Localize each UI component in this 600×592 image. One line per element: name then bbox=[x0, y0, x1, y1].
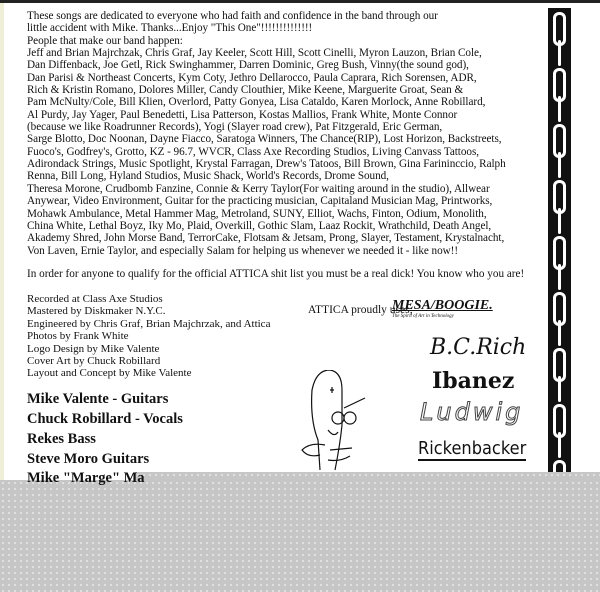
credit-line: Engineered by Chris Graf, Brian Majchrzak, and Attica bbox=[27, 317, 271, 330]
text-line: Rich & Kristin Romano, Dolores Miller, Candy Clouthier, Mike Keene, Marguerite Groat, Sean & bbox=[27, 84, 464, 97]
text-line: Fuoco's, Godfrey's, Grotto, KZ - 96.7, WVCR, Class Axe Recording Studios, Living Canvass Tattoos, bbox=[27, 145, 479, 158]
member-line: Mike Valente - Guitars bbox=[27, 391, 169, 407]
credit-line: Logo Design by Mike Valente bbox=[27, 342, 160, 355]
blank-region bbox=[135, 472, 600, 480]
dedication-text bbox=[27, 10, 542, 257]
production-credits bbox=[27, 293, 270, 380]
chain-link bbox=[558, 152, 561, 178]
bc-rich-logo: B.C.Rich bbox=[430, 335, 527, 360]
text-line: These songs are dedicated to everyone who had faith and confidence in the band through our bbox=[27, 10, 438, 22]
chain-link bbox=[558, 320, 561, 346]
text-line: People that make our band happen: bbox=[27, 34, 183, 47]
chain-link bbox=[558, 40, 561, 66]
mesa-boogie-text: MESA/BOOGIE. bbox=[392, 298, 493, 313]
text-line: Dan Diffenback, Joe Getl, Rick Swinghammer, Darren Dominic, Greg Bush, Vinny(the sound god), bbox=[27, 59, 469, 72]
credit-line: Photos by Frank White bbox=[27, 330, 129, 343]
mesa-boogie-logo bbox=[392, 298, 493, 319]
uses-label: ATTICA proudly uses; bbox=[308, 304, 413, 316]
text-line: Jeff and Brian Majrchzak, Chris Graf, Jay Keeler, Scott Hill, Scott Cinelli, Myron Lauzon, Brian Cole, bbox=[27, 47, 482, 60]
chain-link bbox=[558, 376, 561, 402]
member-line-cut: Mike "Marge" Ma bbox=[27, 470, 145, 486]
chain-link bbox=[558, 96, 561, 122]
mesa-boogie-tagline: The Spirit of Art in Technology bbox=[392, 314, 454, 319]
credit-line: Recorded at Class Axe Studios bbox=[27, 293, 163, 305]
credit-line: Layout and Concept by Mike Valente bbox=[27, 367, 192, 380]
text-line: China White, Lethal Boyz, Iky Mo, Plaid, Overkill, Gothic Slam, Laaz Rockit, Wrathchild, Death Angel, bbox=[27, 219, 492, 232]
member-line: Chuck Robillard - Vocals bbox=[27, 411, 183, 427]
text-line: Pam McNulty/Cole, Bill Klien, Overlord, Patty Gonyea, Lisa Cataldo, Karen Morlock, Anne Robillard, bbox=[27, 96, 486, 109]
credit-line: Mastered by Diskmaker N.Y.C. bbox=[27, 305, 166, 318]
text-line: Al Purdy, Jay Yager, Paul Benedetti, Lisa Patterson, Kostas Mallios, Frank White, Monte Connor bbox=[27, 108, 458, 121]
text-line: Anywear, Video Environment, Guitar for the practicing musician, Capitaland Musician Mag, Printworks, bbox=[27, 195, 493, 208]
text-line: Dan Parisi & Northeast Concerts, Kym Coty, Jethro Dellarocco, Paula Caprara, Rich Sorensen, ADR, bbox=[27, 71, 477, 84]
band-members bbox=[27, 389, 183, 469]
text-line: little accident with Mike. Thanks...Enjoy "This One"!!!!!!!!!!!!!! bbox=[27, 22, 313, 35]
blank-region bbox=[0, 480, 600, 592]
member-line: Rekes Bass bbox=[27, 431, 96, 447]
rickenbacker-logo: Rickenbacker bbox=[418, 438, 527, 459]
chain-link bbox=[558, 432, 561, 458]
chain-border bbox=[548, 8, 571, 480]
text-line: Adirondack Strings, Music Spotlight, Krystal Farragan, Drew's Tatoos, Bill Brown, Gina Farininccio, Ralph bbox=[27, 158, 506, 171]
text-line: Theresa Morone, Crudbomb Fanzine, Connie & Kerry Taylor(For waiting around in the studio), Allwear bbox=[27, 182, 490, 195]
text-line: Mohawk Ambulance, Metal Hammer Mag, Metroland, SUNY, Elliot, Wachs, Finton, Odium, Monolith, bbox=[27, 207, 487, 220]
text-line: Akademy Shred, John Morse Band, TerrorCake, Flotsam & Jetsam, Prong, Slayer, Testament, Krystalnacht, bbox=[27, 232, 505, 245]
page-top-border bbox=[0, 0, 600, 3]
credit-line: Cover Art by Chuck Robillard bbox=[27, 355, 161, 368]
member-line: Steve Moro Guitars bbox=[27, 451, 150, 467]
ibanez-logo: Ibanez bbox=[432, 368, 515, 394]
ludwig-logo: Ludwig bbox=[420, 398, 524, 426]
chain-link bbox=[558, 264, 561, 290]
cartoon-character-drawing bbox=[290, 370, 390, 480]
text-line: (because we like Roadrunner Records), Yogi (Slayer road crew), Pat Fitzgerald, Eric German, bbox=[27, 121, 443, 134]
text-line: Sarge Blotto, Doc Noonan, Dayne Fiacco, Saratoga Winners, The Chance(RIP), Lost Horizon, Backstreets, bbox=[27, 133, 502, 146]
text-line: Renna, Bill Long, Hyland Studios, Music Shack, World's Records, Drome Sound, bbox=[27, 170, 389, 183]
text-line: Von Laven, Ernie Taylor, and especially Salam for helping us whenever we needed it - like now!! bbox=[27, 244, 459, 257]
shit-list-note: In order for anyone to qualify for the official ATTICA shit list you must be a real dick! You know who you are! bbox=[27, 268, 525, 280]
chain-link bbox=[558, 208, 561, 234]
